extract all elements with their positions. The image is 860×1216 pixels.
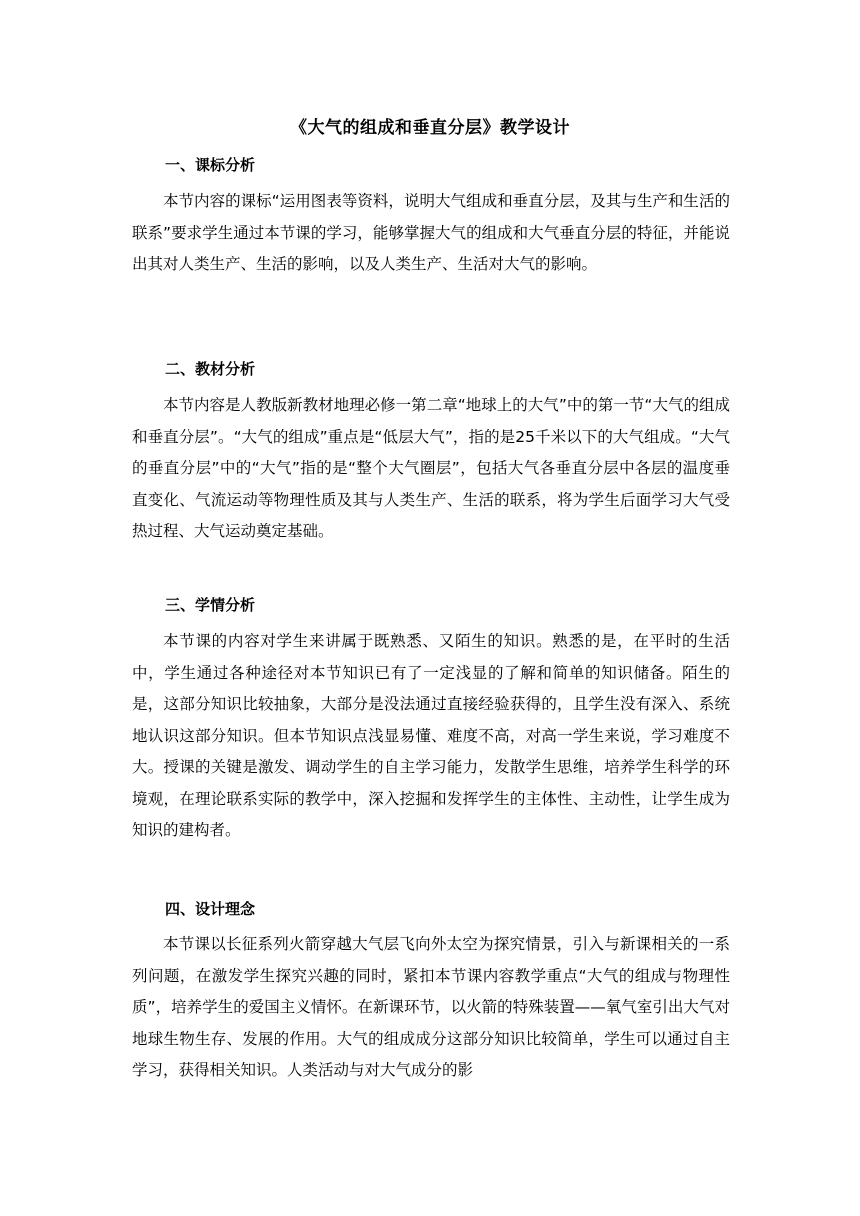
section-paragraph-design-concept: 本节课以长征系列火箭穿越大气层飞向外太空为探究情景，引入与新课相关的一系列问题，在激发学生探究兴趣的同时，紧扣本节课内容教学重点“大气的组成与物理性质”，培养学生的爱国主义情怀。在新课环节，以火箭的特殊装置——氧气室引出大气对地球生物生存、发展的作用。大气的组成成分这部分知识比较简单，学生可以通过自主学习，获得相关知识。人类活动与对大气成分的影 (132, 935, 730, 1079)
section-paragraph-learner-analysis: 本节课的内容对学生来讲属于既熟悉、又陌生的知识。熟悉的是，在平时的生活中，学生通过各种途径对本节知识已有了一定浅显的了解和简单的知识储备。陌生的是，这部分知识比较抽象，大部分是没法通过直接经验获得的，且学生没有深入、系统地认识这部分知识。但本节知识点浅显易懂、难度不高，对高一学生来说，学习难度不大。授课的关键是激发、调动学生的自主学习能力，发散学生思维，培养学生科学的环境观，在理论联系实际的教学中，深入挖掘和发挥学生的主体性、主动性，让学生成为知识的建构者。 (132, 632, 730, 839)
section-heading-learner-analysis: 三、学情分析 (165, 596, 256, 614)
section-heading-design-concept: 四、设计理念 (165, 900, 256, 918)
section-paragraph-textbook-analysis: 本节内容是人教版新教材地理必修一第二章“地球上的大气”中的第一节“大气的组成和垂直分层”。“大气的组成”重点是“低层大气”，指的是25千米以下的大气组成。“大气的垂直分层”中的“大气”指的是“整个大气圈层”，包括大气各垂直分层中各层的温度垂直变化、气流运动等物理性质及其与人类生产、生活的联系，将为学生后面学习大气受热过程、大气运动奠定基础。 (132, 396, 730, 540)
section-paragraph-curriculum-analysis: 本节内容的课标“运用图表等资料，说明大气组成和垂直分层，及其与生产和生活的联系”要求学生通过本节课的学习，能够掌握大气的组成和大气垂直分层的特征，并能说出其对人类生产、生活的影响，以及人类生产、生活对大气的影响。 (132, 192, 730, 273)
document-title: 《大气的组成和垂直分层》教学设计 (290, 118, 570, 138)
section-heading-curriculum-analysis: 一、课标分析 (165, 156, 256, 174)
section-heading-textbook-analysis: 二、教材分析 (165, 360, 256, 378)
